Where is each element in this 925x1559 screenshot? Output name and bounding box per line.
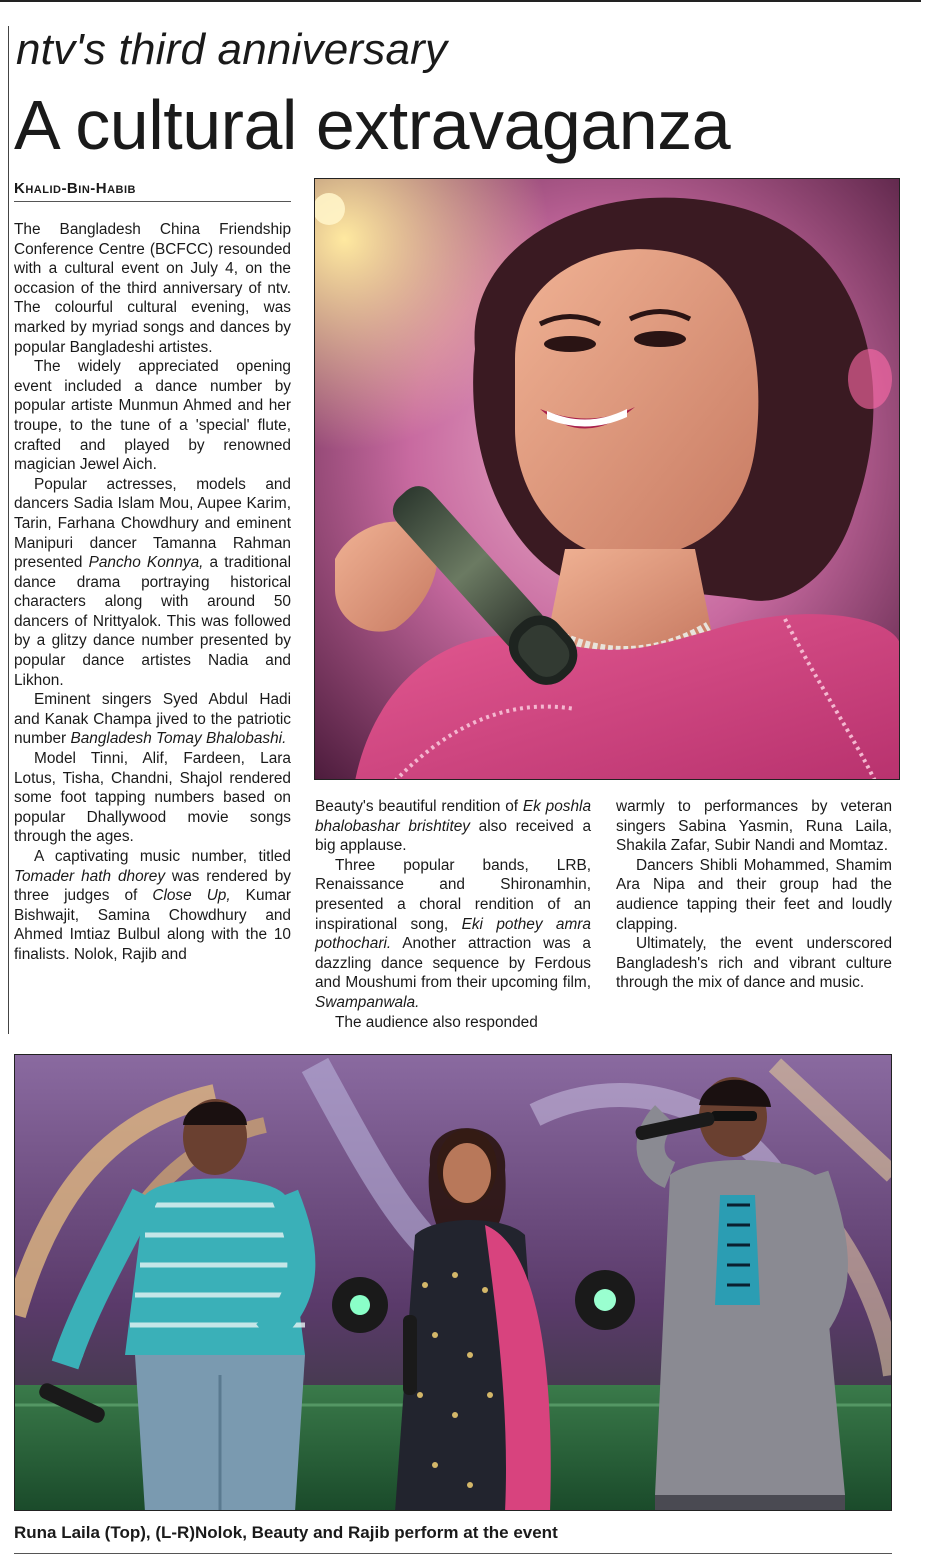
paragraph: The audience also responded bbox=[335, 1013, 538, 1031]
byline: Khalid-Bin-Habib bbox=[14, 180, 136, 197]
photo-singer bbox=[314, 178, 900, 780]
paragraph: Dancers Shibli Mohammed, Shamim Ara Nipa and their group had the audience tapping their feet and loudly clapping. bbox=[616, 856, 892, 933]
photo-caption: Runa Laila (Top), (L-R)Nolok, Beauty and Rajib perform at the event bbox=[14, 1523, 558, 1542]
byline-rule bbox=[14, 201, 291, 202]
paragraph: The Bangladesh China Friendship Conference Centre (BCFCC) resounded with a cultural event on July 4, on the occasion of the third anniversary of ntv. The colourful cultural evening, was marked by myriad songs and dances by popular Bangladeshi artistes. bbox=[14, 221, 291, 356]
paragraph: Eminent singers Syed Abdul Hadi and Kanak Champa jived to the patriotic number Bangladesh Tomay Bhalobashi. bbox=[14, 691, 291, 748]
paragraph: Beauty's beautiful rendition of Ek poshla bhalobashar brishtitey also received a big applause. bbox=[315, 798, 592, 855]
paragraph: Model Tinni, Alif, Fardeen, Lara Lotus, Tisha, Chandni, Shajol rendered some foot tapping numbers based on popular Dhallywood movie songs through the ages. bbox=[14, 750, 291, 846]
paragraph: Popular actresses, models and dancers Sadia Islam Mou, Aupee Karim, Tarin, Farhana Chowdhury and eminent Manipuri dancer Tamanna Rahman presented Pancho Konnya, a traditional dance drama portraying historical characters along with around 50 dancers of Nrittyalok. This was followed by a glitzy dance number presented by popular dance artistes Nadia and Likhon. bbox=[14, 475, 291, 689]
paragraph: A captivating music number, titled Tomader hath dhorey was rendered by three judges of Close Up, Kumar Bishwajit, Samina Chowdhury and Ahmed Imtiaz Bulbul along with the 10 finalists. Nolok, Rajib and bbox=[14, 848, 292, 963]
performers-illustration bbox=[15, 1055, 892, 1511]
singer-illustration bbox=[315, 179, 900, 780]
article-column-2 bbox=[315, 797, 591, 1032]
paragraph: The widely appreciated opening event included a dance number by popular artiste Munmun Ahmed and her troupe, to the tune of a 'special' flute, crafted and played by renowned magician Jewel Aich. bbox=[14, 358, 291, 474]
paragraph: warmly to performances by veteran singers Sabina Yasmin, Runa Laila, Shakila Zafar, Subir Nandi and Momtaz. bbox=[616, 798, 892, 855]
article-kicker: ntv's third anniversary bbox=[16, 25, 448, 74]
article-headline: A cultural extravaganza bbox=[14, 86, 731, 164]
bottom-rule bbox=[14, 1553, 892, 1554]
column-rule bbox=[8, 26, 9, 1034]
photo-performers bbox=[14, 1054, 892, 1511]
top-rule bbox=[0, 0, 921, 2]
article-column-3 bbox=[616, 797, 892, 993]
paragraph: Three popular bands, LRB, Renaissance and Shironamhin, presented a choral rendition of an inspirational song, Eki pothey amra pothochari. Another attraction was a dazzling dance sequence by Ferdous and Moushumi from their upcoming film, Swampanwala. bbox=[315, 856, 591, 1011]
article-column-1 bbox=[14, 220, 291, 965]
paragraph: Ultimately, the event underscored Bangladesh's rich and vibrant culture through the mix of dance and music. bbox=[616, 935, 892, 992]
